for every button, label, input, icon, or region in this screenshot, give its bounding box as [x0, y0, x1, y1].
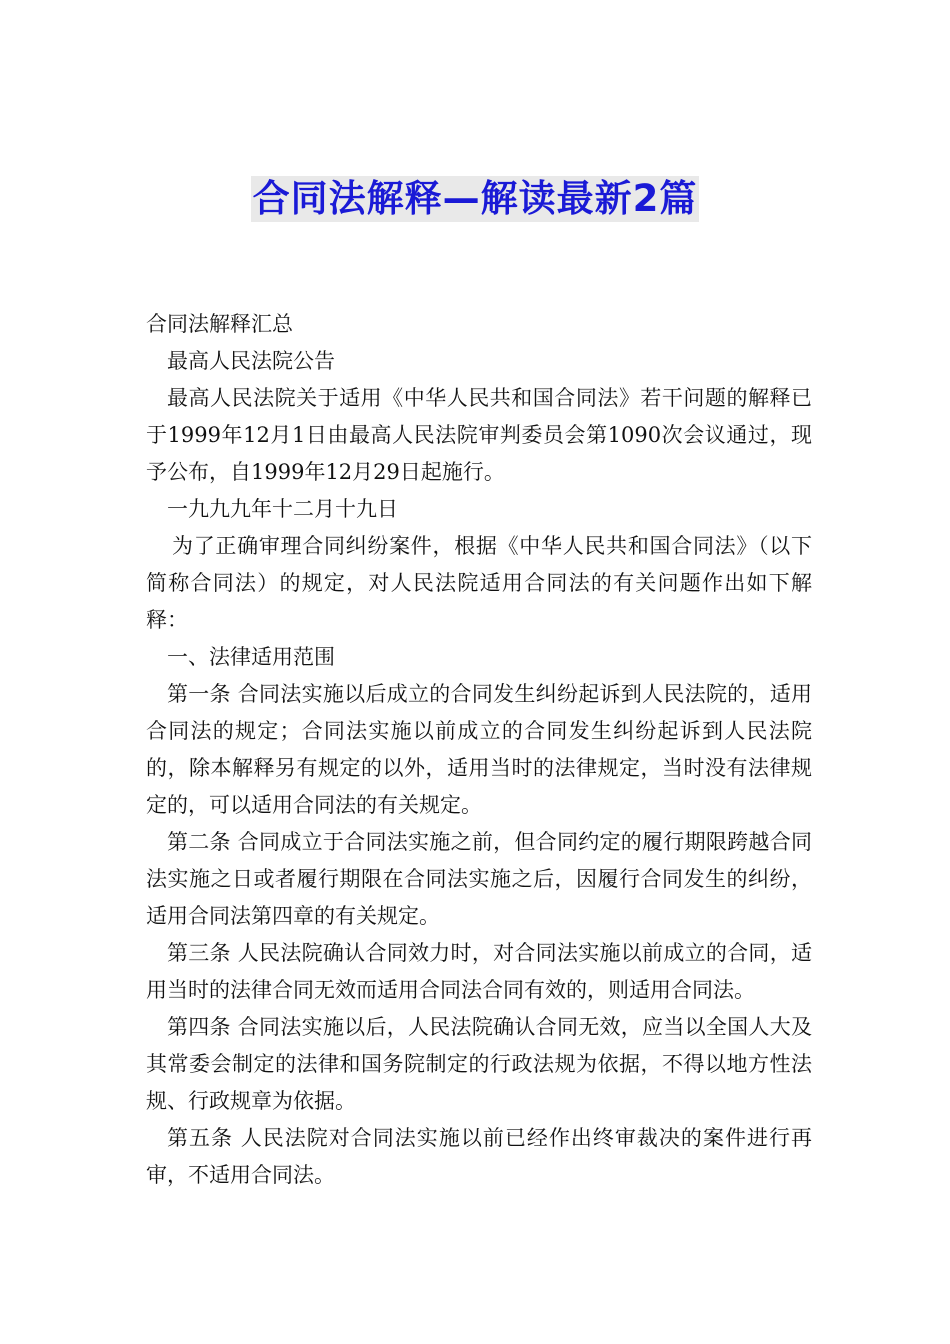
paragraph-section-heading: 一、法律适用范围 [167, 645, 335, 669]
paragraph-article-5: 第五条 人民法院对合同法实施以前已经作出终审裁决的案件进行再审，不适用合同法。 [146, 1126, 812, 1187]
title-container [0, 176, 950, 222]
paragraph-article-3: 第三条 人民法院确认合同效力时，对合同法实施以前成立的合同，适用当时的法律合同无效而适用合同法合同有效的，则适用合同法。 [146, 941, 812, 1002]
paragraph-article-1: 第一条 合同法实施以后成立的合同发生纠纷起诉到人民法院的，适用合同法的规定；合同法实施以前成立的合同发生纠纷起诉到人民法院的，除本解释另有规定的以外，适用当时的法律规定，当时没有法律规定的，可以适用合同法的有关规定。 [146, 682, 812, 817]
paragraph-date: 一九九九年十二月十九日 [167, 497, 398, 521]
paragraph-summary-heading: 合同法解释汇总 [146, 312, 293, 336]
document-body [146, 306, 812, 1194]
paragraph-preamble: 为了正确审理合同纠纷案件，根据《中华人民共和国合同法》（以下简称合同法）的规定，对人民法院适用合同法的有关问题作出如下解释： [146, 534, 812, 632]
paragraph-announcement: 最高人民法院关于适用《中华人民共和国合同法》若干问题的解释已于1999年12月1日由最高人民法院审判委员会第1090次会议通过，现予公布，自1999年12月29日起施行。 [146, 386, 812, 484]
document-title: 合同法解释—解读最新2篇 [252, 177, 698, 220]
paragraph-announcement-heading: 最高人民法院公告 [167, 349, 335, 373]
paragraph-article-4: 第四条 合同法实施以后，人民法院确认合同无效，应当以全国人大及其常委会制定的法律和国务院制定的行政法规为依据，不得以地方性法规、行政规章为依据。 [146, 1015, 812, 1113]
paragraph-article-2: 第二条 合同成立于合同法实施之前，但合同约定的履行期限跨越合同法实施之日或者履行期限在合同法实施之后，因履行合同发生的纠纷，适用合同法第四章的有关规定。 [146, 830, 812, 928]
